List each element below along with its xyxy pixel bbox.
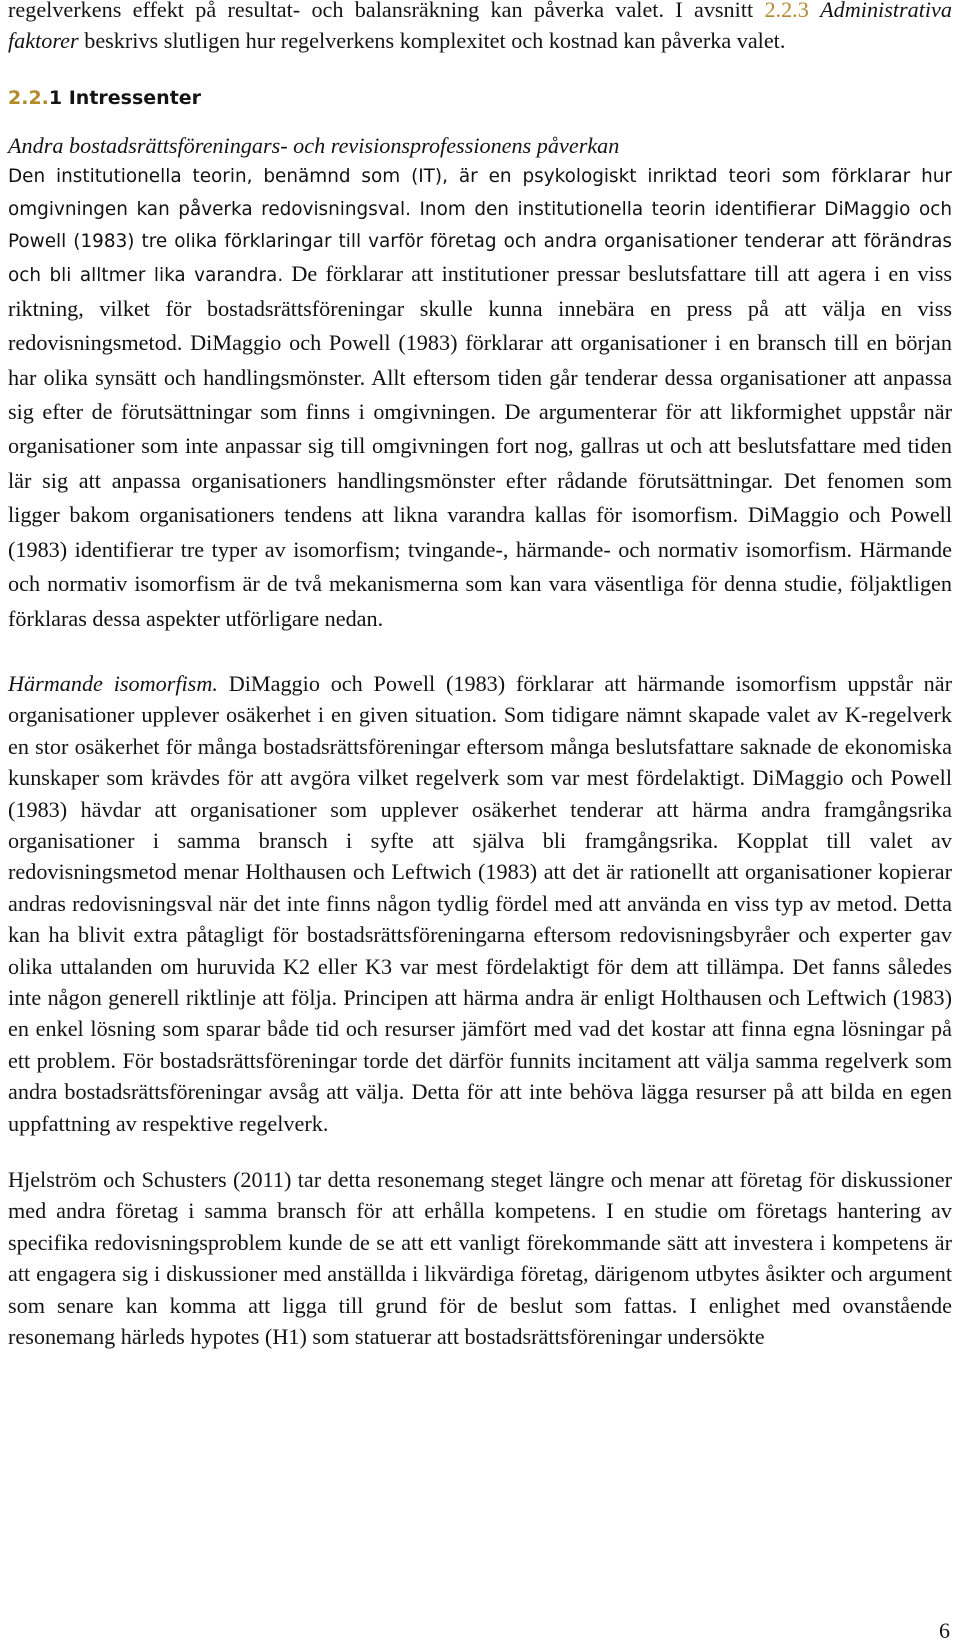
section-number-tail: 1	[48, 86, 63, 109]
paragraph-institutional-theory	[8, 161, 952, 637]
section-title: Intressenter	[62, 86, 202, 109]
intro-space	[809, 0, 820, 22]
intro-italic-title: Administrativa faktorer	[8, 0, 952, 54]
section-number: 2.2.	[8, 86, 49, 109]
paragraph-serif-part: De förklarar att institutioner pressar beslutsfattare till att agera i en viss riktning, vilket för bostadsrättsföreningar skulle kunna innebära en press på att välja en viss redovisningsmetod. DiMaggio och Powell (1983) förklarar att organisationer i en bransch till en början har olika synsätt och handlingsmönster. Allt eftersom tiden går tenderar dessa organisationer att anpassa sig efter de förutsättningar som finns i omgivningen. De argumenterar för att likformighet uppstår när organisationer som inte anpassar sig till omgivningen fort nog, gallras ut och att beslutsfattare med tiden lär sig att anpassa organisationers handlingsmönster efter rådande förutsättningar. Det fenomen som ligger bakom organisationers tendens att likna varandra kallas för isomorfism. DiMaggio och Powell (1983) identifierar tre typer av isomorfism; tvingande-, härmande- och normativ isomorfism. Härmande och normativ isomorfism är de två mekanismerna som kan vara väsentliga för denna studie, följaktligen förklaras dessa aspekter utförligare nedan.	[8, 261, 953, 631]
section-reference: 2.2.3	[764, 0, 809, 22]
section-heading	[8, 84, 952, 112]
paragraph-hjelstrom: Hjelström och Schusters (2011) tar detta resonemang steget längre och menar att företag för diskussioner med andra företag i samma bransch för att erhålla kompetens. I en studie om företags hantering av specifika redovisningsproblem kunde de se att ett vanligt förekommande sätt att investera i kompetens är att engagera sig i diskussioner med anställda i likvärdiga företag, därigenom utbytes åsikter och argument som senare kan komma att ligga till grund för de beslut som fattas. I enlighet med ovanstående resonemang härleds hypotes (H1) som statuerar att bostadsrättsföreningar undersökte	[8, 1167, 952, 1350]
mimetic-isomorphism-lead: Härmande isomorfism.	[8, 670, 218, 696]
intro-text-rest: beskrivs slutligen hur regelverkens komplexitet och kostnad kan påverka valet.	[78, 28, 786, 54]
intro-text-start: regelverkens effekt på resultat- och balansräkning kan påverka valet. I avsnitt	[8, 0, 765, 22]
paragraph-mimetic-isomorphism	[8, 668, 952, 1139]
page-number: 6	[939, 1618, 950, 1643]
paragraph-sans-part: Den institutionella teorin, benämnd som (IT), är en psykologiskt inriktad teori som förklarar hur omgivningen kan påverka redovisningsval. Inom den institutionella teorin identifierar DiMaggio och Powell (1983) tre olika förklaringar till varför företag och andra organisationer tenderar att förändras och bli alltmer lika varandra.	[8, 166, 952, 287]
mimetic-isomorphism-text: DiMaggio och Powell (1983) förklarar att härmande isomorfism uppstår när organisationer upplever osäkerhet i en given situation. Som tidigare nämnt skapade valet av K-regelverk en stor osäkerhet för många bostadsrättsföreningar eftersom många beslutsfattare saknade de ekonomiska kunskaper som krävdes för att avgöra vilket regelverk som var mest fördelaktigt. DiMaggio och Powell (1983) hävdar att organisationer som upplever osäkerhet tenderar att härma andra framgångsrika organisationer i samma bransch i syfte att själva bli framgångsrika. Kopplat till valet av redovisningsmetod menar Holthausen och Leftwich (1983) att det är rationellt att organisationer kopierar andras redovisningsval när det inte finns någon tydlig fördel med att använda en viss typ av metod. Detta kan ha blivit extra påtagligt för bostadsrättsföreningarna eftersom redovisningsbyråer och experter gav olika uttalanden om huruvida K2 eller K3 var mest fördelaktigt för dem att tillämpa. Det fanns således inte någon generell riktlinje att följa. Principen att härma andra är enligt Holthausen och Leftwich (1983) en enkel lösning som sparar både tid och resurser jämfört med vad det kostar att finna egna lösningar på ett problem. För bostadsrättsföreningar torde det därför funnits incitament att välja samma regelverk som andra bostadsrättsföreningar avsåg att välja. Detta för att inte behöva lägga resurser på att bilda en egen uppfattning av respektive regelverk.	[8, 670, 952, 1136]
intro-paragraph	[8, 0, 952, 57]
subheading: Andra bostadsrättsföreningars- och revisionsprofessionens påverkan	[8, 132, 620, 158]
